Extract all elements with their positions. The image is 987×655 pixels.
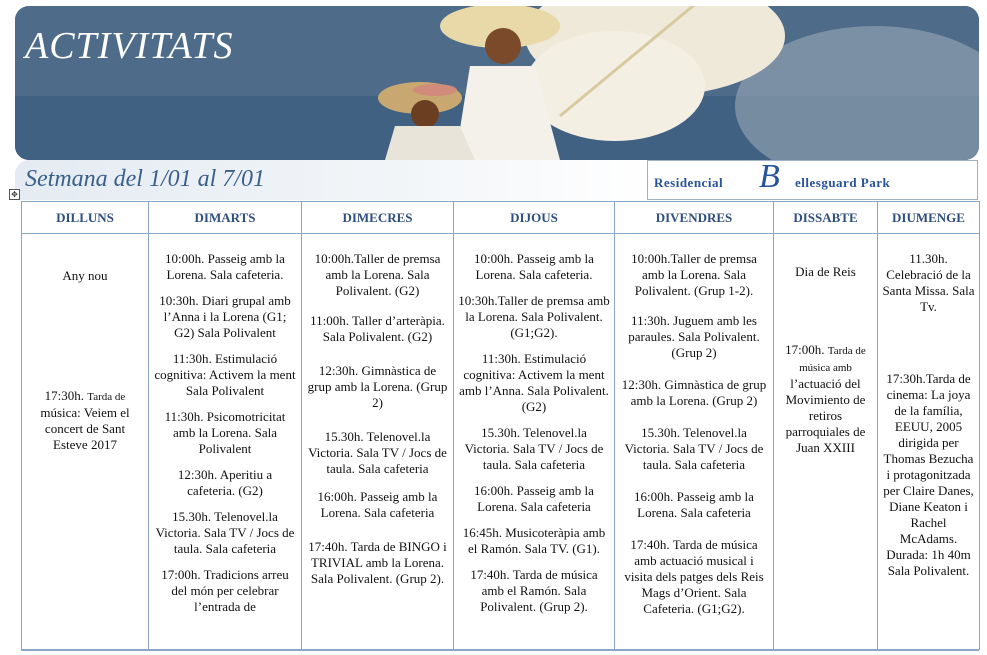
activity: 16:00h. Passeig amb la Lorena. Sala cafeteria [634, 489, 754, 520]
activity: 16:00h. Passeig amb la Lorena. Sala cafeteria [317, 489, 438, 520]
logo-initial: B [759, 158, 780, 195]
move-handle-icon[interactable]: ✥ [9, 189, 20, 200]
activity: 11.30h. Celebració de la Santa Missa. Sala Tv. [882, 251, 975, 314]
activity: 17:00h. Tradicions arreu del món per celebrar l’entrada de [161, 567, 289, 614]
day-header: DIJOUS [454, 202, 615, 234]
activity-time: 17:00h. [785, 342, 825, 357]
activity: 17:40h. Tarda de BINGO i TRIVIAL amb la Lorena. Sala Polivalent. (Grup 2). [308, 539, 447, 586]
activity: 15.30h. Telenovel.la Victoria. Sala TV / Jocs de taula. Sala cafeteria [624, 425, 764, 472]
week-label: Setmana del 1/01 al 7/01 [25, 166, 265, 192]
day-header: DISSABTE [774, 202, 878, 234]
activity: 11:00h. Taller d’arteràpia. Sala Polivalent. (G2) [310, 313, 445, 344]
activity: 10:00h. Passeig amb la Lorena. Sala cafeteria. [165, 251, 285, 282]
cell-dimarts [149, 234, 302, 650]
logo-rest: ellesguard Park [795, 175, 891, 190]
residence-logo [647, 160, 978, 200]
day-header: DILLUNS [22, 202, 149, 234]
cell-dijous [454, 234, 615, 650]
activity: 10:00h.Taller de premsa amb la Lorena. Sala Polivalent. (Grup 1-2). [631, 251, 757, 298]
activity: 15.30h. Telenovel.la Victoria. Sala TV / Jocs de taula. Sala cafeteria [155, 509, 295, 556]
header-row [22, 202, 980, 234]
cell-dimecres [302, 234, 454, 650]
activity: 16:45h. Musicoteràpia amb el Ramón. Sala TV. (G1). [462, 525, 606, 556]
activity: 12:30h. Gimnàstica de grup amb la Lorena. (Grup 2) [621, 377, 767, 408]
cell-dissabte [774, 234, 878, 650]
day-header: DIVENDRES [615, 202, 774, 234]
activity-rest: l’actuació del Movimiento de retiros parroquiales de Juan XXIII [785, 376, 866, 455]
table-bottom-border [21, 649, 979, 651]
activity: 16:00h. Passeig amb la Lorena. Sala cafeteria [474, 483, 594, 514]
activity: 15.30h. Telenovel.la Victoria. Sala TV / Jocs de taula. Sala cafeteria [464, 425, 604, 472]
activity: 15.30h. Telenovel.la Victoria. Sala TV / Jocs de taula. Sala cafeteria [308, 429, 447, 476]
activity [26, 388, 144, 453]
cell-divendres [615, 234, 774, 650]
activity: 11:30h. Psicomotricitat amb la Lorena. Sala Polivalent [164, 409, 286, 456]
activity-small: Tarda de [87, 391, 126, 403]
activity: 10:30h.Taller de premsa amb la Lorena. Sala Polivalent. (G1;G2). [458, 293, 610, 340]
activity: 17:40h. Tarda de música amb el Ramón. Sala Polivalent. (Grup 2). [470, 567, 598, 614]
activity: 11:30h. Estimulació cognitiva: Activem la ment amb l’Anna. Sala Polivalent. (G2) [459, 351, 609, 414]
logo-prefix: Residencial [654, 175, 724, 190]
activity: 12:30h. Aperitiu a cafeteria. (G2) [177, 467, 273, 498]
activity: 11:30h. Juguem amb les paraules. Sala Polivalent. (Grup 2) [628, 313, 760, 360]
activity: Dia de Reis [795, 264, 856, 279]
activity: Any nou [62, 268, 108, 283]
activity: 12:30h. Gimnàstica de grup amb la Lorena. (Grup 2) [307, 363, 448, 410]
header-banner [15, 6, 979, 160]
activity-rest: música: Veiem el concert de Sant Esteve 2017 [40, 405, 130, 452]
day-header: DIMARTS [149, 202, 302, 234]
activity: 10:30h. Diari grupal amb l’Anna i la Lorena (G1; G2) Sala Polivalent [159, 293, 291, 340]
cell-diumenge [878, 234, 980, 650]
activity [778, 342, 873, 456]
activity-small: Tarda de música amb [799, 345, 866, 374]
weekly-schedule-table [21, 201, 980, 650]
activity-time: 17:30h. [44, 388, 85, 403]
day-header: DIUMENGE [878, 202, 980, 234]
activity: 17:40h. Tarda de música amb actuació musical i visita dels patges dels Reis Mags d’Orient. Sala Cafeteria. (G1;G2). [624, 537, 764, 616]
activities-row [22, 234, 980, 650]
activity: 17:30h.Tarda de cinema: La joya de la família, EEUU, 2005 dirigida per Thomas Bezucha i protagonitzada per Claire Danes, Diane Keaton i Rachel McAdams. Durada: 1h 40m Sala Polivalent. [883, 371, 974, 578]
activity: 10:00h. Passeig amb la Lorena. Sala cafeteria. [474, 251, 594, 282]
activity: 10:00h.Taller de premsa amb la Lorena. Sala Polivalent. (G2) [314, 251, 441, 298]
cell-dilluns [22, 234, 149, 650]
page-title: ACTIVITATS [25, 25, 234, 67]
activity: 11:30h. Estimulació cognitiva: Activem la ment Sala Polivalent [154, 351, 296, 398]
week-bar [15, 160, 651, 200]
day-header: DIMECRES [302, 202, 454, 234]
